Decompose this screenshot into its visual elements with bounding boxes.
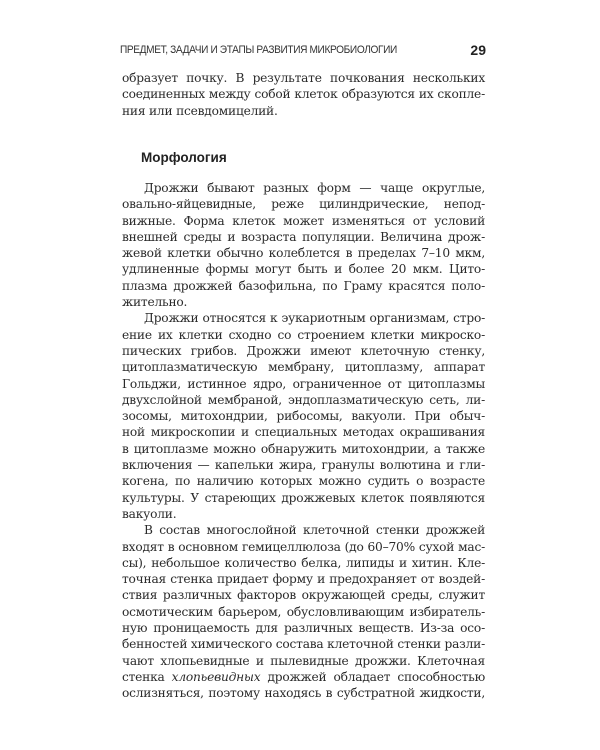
text-line: ную проницаемость для различных веществ. Из-за осо-	[122, 621, 485, 636]
text-line: двухслойной мембраной, эндоплазматическую сеть, ли-	[122, 392, 485, 407]
text-line: ение их клетки сходно со строением клетки микроско-	[122, 327, 485, 342]
text-line: цитоплазматическую мембрану, цитоплазму, аппарат	[122, 360, 485, 375]
text-line: Дрожжи относятся к эукариотным организмам, стро-	[144, 311, 485, 326]
text-line: культуры. У стареющих дрожжевых клеток появляются	[122, 490, 485, 505]
text-line	[122, 669, 485, 685]
text-line: ния или псевдомицелий.	[122, 103, 278, 118]
text-run: стенка	[122, 669, 172, 684]
text-line: осмотическим барьером, обусловливающим избиратель-	[122, 604, 485, 619]
text-line: бенностей химического состава клеточной стенки разли-	[122, 637, 485, 652]
text-line: овально-яйцевидные, реже цилиндрические, непод-	[122, 197, 485, 212]
text-line: жительно.	[122, 295, 188, 310]
paragraph-cell-wall	[122, 522, 485, 701]
text-line: Гольджи, истинное ядро, ограниченное от цитоплазмы	[122, 376, 485, 391]
text-line: Дрожжи бывают разных форм — чаще округлые,	[144, 181, 485, 195]
text-line: жевой клетки обычно колеблется в пределах 7–10 мкм,	[122, 246, 485, 261]
text-line: образует почку. В результате почкования нескольких	[122, 71, 485, 85]
italic-term: хлопьевидных	[171, 669, 261, 684]
text-line: точная стенка придает форму и предохраняет от воздей-	[122, 572, 485, 587]
text-line: сы), небольшое количество белка, липиды и хитин. Кле-	[122, 555, 485, 570]
text-line: включения — капельки жира, гранулы волютина и гли-	[122, 458, 485, 473]
text-line: соединенных между собой клеток образуются их скопле-	[122, 87, 485, 102]
text-line: ной микроскопии и специальных методах окрашивания	[122, 425, 485, 440]
running-header-title: ПРЕДМЕТ, ЗАДАЧИ И ЭТАПЫ РАЗВИТИЯ МИКРОБИОЛОГИИ	[120, 44, 397, 56]
text-line: в цитоплазме можно обнаружить митохондрии, а также	[122, 441, 485, 456]
text-line: плазма дрожжей базофильна, по Граму красятся поло-	[122, 278, 485, 293]
running-header	[120, 44, 486, 60]
body-text	[122, 180, 485, 702]
text-line: вакуоли.	[122, 506, 177, 521]
text-line: зосомы, митохондрии, рибосомы, вакуоли. При обыч-	[122, 409, 485, 424]
page-number: 29	[470, 42, 486, 58]
intro-paragraph	[122, 70, 485, 119]
text-line: пических грибов. Дрожжи имеют клеточную стенку,	[122, 343, 485, 358]
paragraph-structure	[122, 310, 485, 522]
text-line: ослизняться, поэтому находясь в субстратной жидкости,	[122, 686, 485, 701]
text-line: вижные. Форма клеток может изменяться от условий	[122, 213, 485, 228]
text-line: входят в основном гемицеллюлоза (до 60–70% сухой мас-	[122, 539, 485, 554]
text-line: В состав многослойной клеточной стенки дрожжей	[144, 523, 485, 538]
paragraph-shapes	[122, 180, 485, 310]
text-run: дрожжей обладает способностью	[260, 669, 486, 684]
text-line: когена, по наличию которых можно судить о возрасте	[122, 474, 485, 489]
text-line: чают хлопьевидные и пылевидные дрожжи. Клеточная	[122, 653, 485, 668]
section-heading: Морфология	[141, 150, 227, 165]
text-line: ствия различных факторов окружающей среды, служит	[122, 588, 485, 603]
text-line: внешней среды и возраста популяции. Величина дрож-	[122, 229, 485, 244]
text-line: удлиненные формы могут быть и более 20 мкм. Цито-	[122, 262, 485, 277]
